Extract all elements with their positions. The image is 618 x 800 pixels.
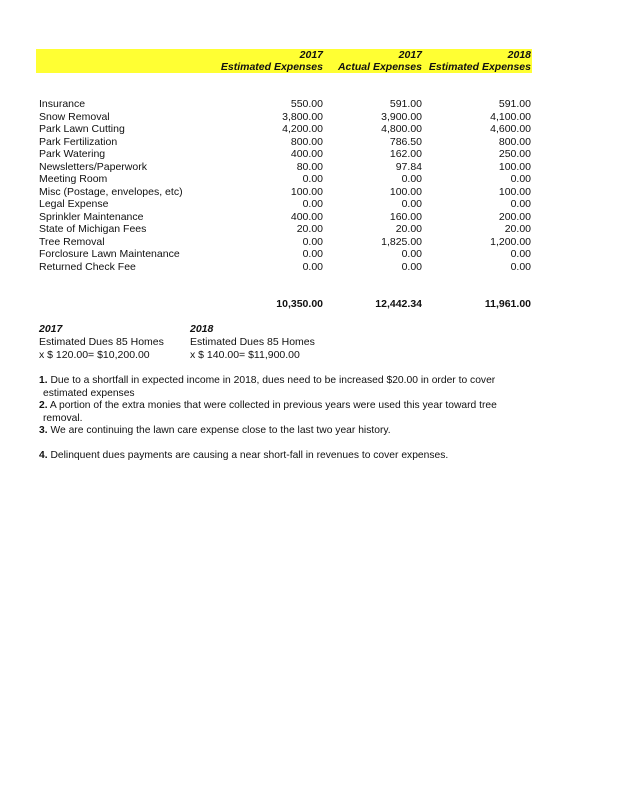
header-label: Estimated Expenses xyxy=(220,61,323,73)
expense-name: Park Lawn Cutting xyxy=(39,123,125,135)
note-number: 2. xyxy=(39,400,48,411)
est-2018-value: 4,600.00 xyxy=(490,123,531,135)
est-2018-value: 0.00 xyxy=(510,248,531,260)
table-row xyxy=(0,161,618,174)
expense-name: Sprinkler Maintenance xyxy=(39,210,144,223)
total-act-2017: 12,442.34 xyxy=(375,298,422,310)
note-number: 4. xyxy=(39,449,48,461)
expense-name: Meeting Room xyxy=(39,173,108,185)
table-row xyxy=(0,136,618,149)
expense-name: Insurance xyxy=(39,98,86,110)
act-2017-value: 97.84 xyxy=(395,160,422,173)
note-1 xyxy=(39,375,559,400)
notes-section xyxy=(39,375,559,462)
est-2018-value: 0.00 xyxy=(510,260,531,273)
total-est-2017: 10,350.00 xyxy=(276,298,323,310)
expense-name: Newsletters/Paperwork xyxy=(39,160,147,173)
note-text: A portion of the extra monies that were collected in previous years were used this year toward tree xyxy=(47,400,497,411)
est-2018-value: 4,100.00 xyxy=(490,110,531,123)
dues-calc: x $ 120.00= $10,200.00 xyxy=(39,349,150,361)
act-2017-value: 786.50 xyxy=(389,135,422,148)
est-2018-value: 20.00 xyxy=(504,223,531,235)
est-2017-value: 0.00 xyxy=(302,173,323,185)
table-row xyxy=(0,148,618,161)
est-2018-value: 591.00 xyxy=(498,98,531,110)
expense-name: Snow Removal xyxy=(39,110,110,123)
act-2017-value: 1,825.00 xyxy=(381,235,422,248)
est-2017-value: 0.00 xyxy=(302,198,323,210)
header-col-est-2018 xyxy=(429,49,531,73)
act-2017-value: 4,800.00 xyxy=(381,123,422,135)
est-2017-value: 4,200.00 xyxy=(282,123,323,135)
dues-line: Estimated Dues 85 Homes xyxy=(190,336,315,348)
act-2017-value: 3,900.00 xyxy=(381,110,422,123)
header-year: 2017 xyxy=(299,49,323,61)
note-text: Delinquent dues payments are causing a near short-fall in revenues to cover expenses. xyxy=(47,449,449,461)
act-2017-value: 162.00 xyxy=(389,148,422,160)
expense-name: State of Michigan Fees xyxy=(39,223,147,235)
expense-name: Park Fertilization xyxy=(39,135,118,148)
expense-name: Legal Expense xyxy=(39,198,109,210)
est-2018-value: 800.00 xyxy=(498,135,531,148)
est-2018-value: 0.00 xyxy=(510,173,531,185)
act-2017-value: 0.00 xyxy=(401,173,422,185)
est-2018-value: 100.00 xyxy=(498,185,531,198)
est-2017-value: 80.00 xyxy=(296,160,323,173)
est-2017-value: 0.00 xyxy=(302,260,323,273)
totals-row xyxy=(0,298,618,311)
table-row xyxy=(0,261,618,274)
header-year: 2017 xyxy=(398,49,422,61)
act-2017-value: 0.00 xyxy=(401,248,422,260)
dues-year: 2018 xyxy=(190,323,214,335)
table-row xyxy=(0,248,618,261)
est-2017-value: 550.00 xyxy=(290,98,323,110)
dues-year: 2017 xyxy=(39,323,63,335)
est-2017-value: 20.00 xyxy=(296,223,323,235)
table-row xyxy=(0,198,618,211)
est-2017-value: 0.00 xyxy=(302,235,323,248)
est-2017-value: 400.00 xyxy=(290,210,323,223)
table-row xyxy=(0,186,618,199)
header-label: Actual Expenses xyxy=(337,61,422,73)
note-2 xyxy=(39,400,559,425)
note-spacer xyxy=(39,438,559,450)
header-col-act-2017 xyxy=(338,49,422,73)
table-row xyxy=(0,211,618,224)
dues-2018 xyxy=(190,323,315,362)
table-row xyxy=(0,223,618,236)
note-4 xyxy=(39,450,559,463)
act-2017-value: 20.00 xyxy=(395,223,422,235)
est-2018-value: 200.00 xyxy=(498,210,531,223)
dues-line: Estimated Dues 85 Homes xyxy=(39,336,164,348)
table-row xyxy=(0,123,618,136)
est-2018-value: 100.00 xyxy=(498,160,531,173)
est-2017-value: 400.00 xyxy=(290,148,323,160)
act-2017-value: 100.00 xyxy=(389,185,422,198)
note-number: 3. xyxy=(39,425,48,436)
table-row xyxy=(0,111,618,124)
expense-name: Tree Removal xyxy=(39,235,105,248)
est-2018-value: 250.00 xyxy=(498,148,531,160)
est-2017-value: 800.00 xyxy=(290,135,323,148)
dues-2017 xyxy=(39,323,164,362)
note-3 xyxy=(39,425,559,438)
dues-calc: x $ 140.00= $11,900.00 xyxy=(190,349,300,361)
note-text: We are continuing the lawn care expense close to the last two year history. xyxy=(47,425,391,436)
expense-name: Park Watering xyxy=(39,148,106,160)
expense-name: Forclosure Lawn Maintenance xyxy=(39,248,180,260)
act-2017-value: 160.00 xyxy=(389,210,422,223)
est-2017-value: 0.00 xyxy=(302,248,323,260)
note-text-cont: estimated expenses xyxy=(43,387,135,399)
est-2018-value: 0.00 xyxy=(510,198,531,210)
table-row xyxy=(0,98,618,111)
header-label: Estimated Expenses xyxy=(428,61,531,73)
expense-name: Misc (Postage, envelopes, etc) xyxy=(39,185,183,198)
note-text-cont: removal. xyxy=(43,412,83,424)
header-year: 2018 xyxy=(507,49,531,61)
est-2017-value: 3,800.00 xyxy=(282,110,323,123)
act-2017-value: 591.00 xyxy=(389,98,422,110)
table-row xyxy=(0,236,618,249)
est-2018-value: 1,200.00 xyxy=(490,235,531,248)
est-2017-value: 100.00 xyxy=(290,185,323,198)
note-text: Due to a shortfall in expected income in 2018, dues need to be increased $20.00 in order to cover xyxy=(47,375,496,386)
header-col-est-2017 xyxy=(221,49,323,73)
act-2017-value: 0.00 xyxy=(401,260,422,273)
expense-name: Returned Check Fee xyxy=(39,260,136,273)
total-est-2018: 11,961.00 xyxy=(484,298,531,310)
act-2017-value: 0.00 xyxy=(401,198,422,210)
note-number: 1. xyxy=(39,375,48,386)
table-row xyxy=(0,173,618,186)
